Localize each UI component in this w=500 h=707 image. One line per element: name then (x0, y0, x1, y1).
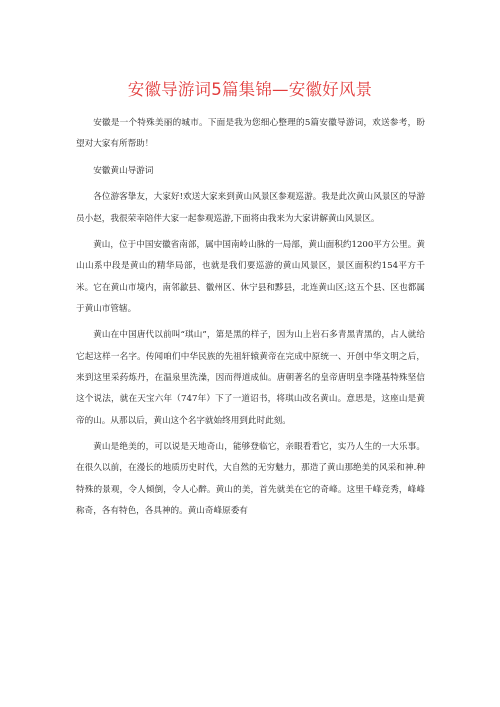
body-paragraph: 黄山在中国唐代以前叫“琪山”，第是黑的样子，因为山上岩石多青黑青黑的，占人就给它起这样一名字。传闻咱们中华民族的先祖轩辕黄帝在完成中原统一、开创中华文明之后，来到这里采药炼丹，在温泉里洗澡，因而得道成仙。唐朝著名的皇帝唐明皇李隆基特殊坚信这个说法，就在天宝六年（747年）下了一道诏书，将琪山改名黄山。意思是，这座山是黄帝的山。从那以后，黄山这个名字就始终用到此时此刻。 (76, 330, 425, 426)
body-paragraph: 黄山，位于中国安徽省南部，属中国南岭山脉的一局部，黄山面积约1200平方公里。黄山山系中段是黄山的精华局部，也就是我们要巡游的黄山风景区，景区面积约154平方千米。它在黄山市境内，南邻歙县、徽州区、休宁县和黟县，北连黄山区;这五个县、区也都属于黄山市管辖。 (76, 240, 425, 314)
section-heading: 安徽黄山导游词 (93, 165, 154, 176)
body-paragraph: 黄山是绝美的，可以说是天地奇山，能够登临它，亲眼看看它，实乃人生的一大乐事。在很久以前，在漫长的地质历史时代，大自然的无穷魅力，那造了黄山那绝美的风采和神.种特殊的景观，令人倾倒，令人心醉。黄山的美，首先就美在它的奇峰。这里千峰竞秀，峰峰称奇，各有特色，各具神的。黄山奇峰原委有 (76, 442, 425, 516)
document-title: 安徽导游词5篇集锦—安徽好风景 (127, 80, 373, 99)
document-body (76, 113, 425, 527)
intro-paragraph: 安徽是一个特殊美丽的城市。下面是我为您细心整理的5篇安徽导游词，欢送参考，盼望对大家有所帮助！ (76, 118, 425, 150)
body-paragraph: 各位游客挚友，大家好!欢送大家来到黄山风景区参观巡游。我是此次黄山风景区的导游员小赵，我很荣幸陪伴大家一起参观巡游,下面将由我来为大家讲解黄山风景区。 (76, 192, 425, 224)
